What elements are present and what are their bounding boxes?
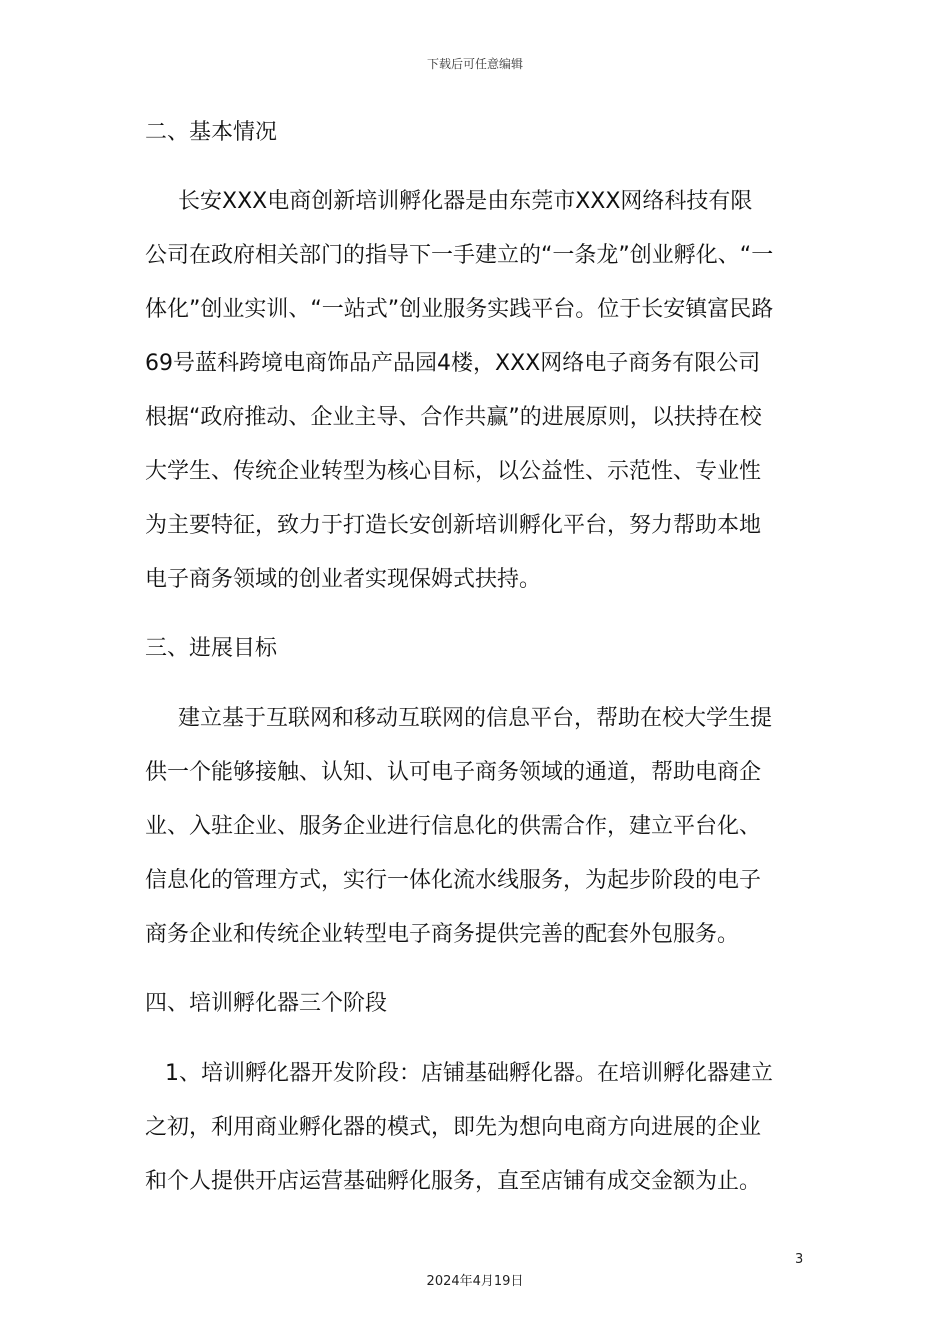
paragraph-line: 69号蓝科跨境电商饰品产品园4楼，XXX网络电子商务有限公司 (145, 351, 761, 376)
paragraph-line: 长安XXX电商创新培训孵化器是由东莞市XXX网络科技有限 (178, 189, 753, 214)
paragraph-line: 体化”创业实训、“一站式”创业服务实践平台。位于长安镇富民路 (145, 297, 774, 322)
paragraph-line: 大学生、传统企业转型为核心目标，以公益性、示范性、专业性 (145, 459, 762, 484)
paragraph-line: 业、入驻企业、服务企业进行信息化的供需合作，建立平台化、 (145, 814, 762, 839)
paragraph-line: 建立基于互联网和移动互联网的信息平台，帮助在校大学生提 (178, 706, 773, 731)
paragraph-line: 1、培训孵化器开发阶段：店铺基础孵化器。在培训孵化器建立 (165, 1061, 773, 1086)
section-heading-basic-info: 二、基本情况 (145, 120, 278, 145)
paragraph-line: 信息化的管理方式，实行一体化流水线服务，为起步阶段的电子 (145, 868, 762, 893)
paragraph-line: 电子商务领域的创业者实现保姆式扶持。 (145, 567, 542, 592)
section-heading-goals: 三、进展目标 (145, 636, 278, 661)
page-number: 3 (795, 1252, 804, 1267)
paragraph-line: 为主要特征，致力于打造长安创新培训孵化平台，努力帮助本地 (145, 513, 762, 538)
paragraph-line: 公司在政府相关部门的指导下一手建立的“一条龙”创业孵化、“一 (145, 243, 774, 268)
paragraph-line: 根据“政府推动、企业主导、合作共赢”的进展原则，以扶持在校 (145, 405, 762, 430)
footer-date: 2024年4月19日 (426, 1274, 524, 1289)
paragraph-line: 供一个能够接触、认知、认可电子商务领域的通道，帮助电商企 (145, 760, 762, 785)
paragraph-line: 商务企业和传统企业转型电子商务提供完善的配套外包服务。 (145, 922, 740, 947)
paragraph-line: 之初，利用商业孵化器的模式，即先为想向电商方向进展的企业 (145, 1115, 762, 1140)
paragraph-line: 和个人提供开店运营基础孵化服务，直至店铺有成交金额为止。 (145, 1169, 762, 1194)
section-heading-three-stages: 四、培训孵化器三个阶段 (145, 991, 388, 1016)
page-header: 下载后可任意编辑 (426, 57, 523, 71)
